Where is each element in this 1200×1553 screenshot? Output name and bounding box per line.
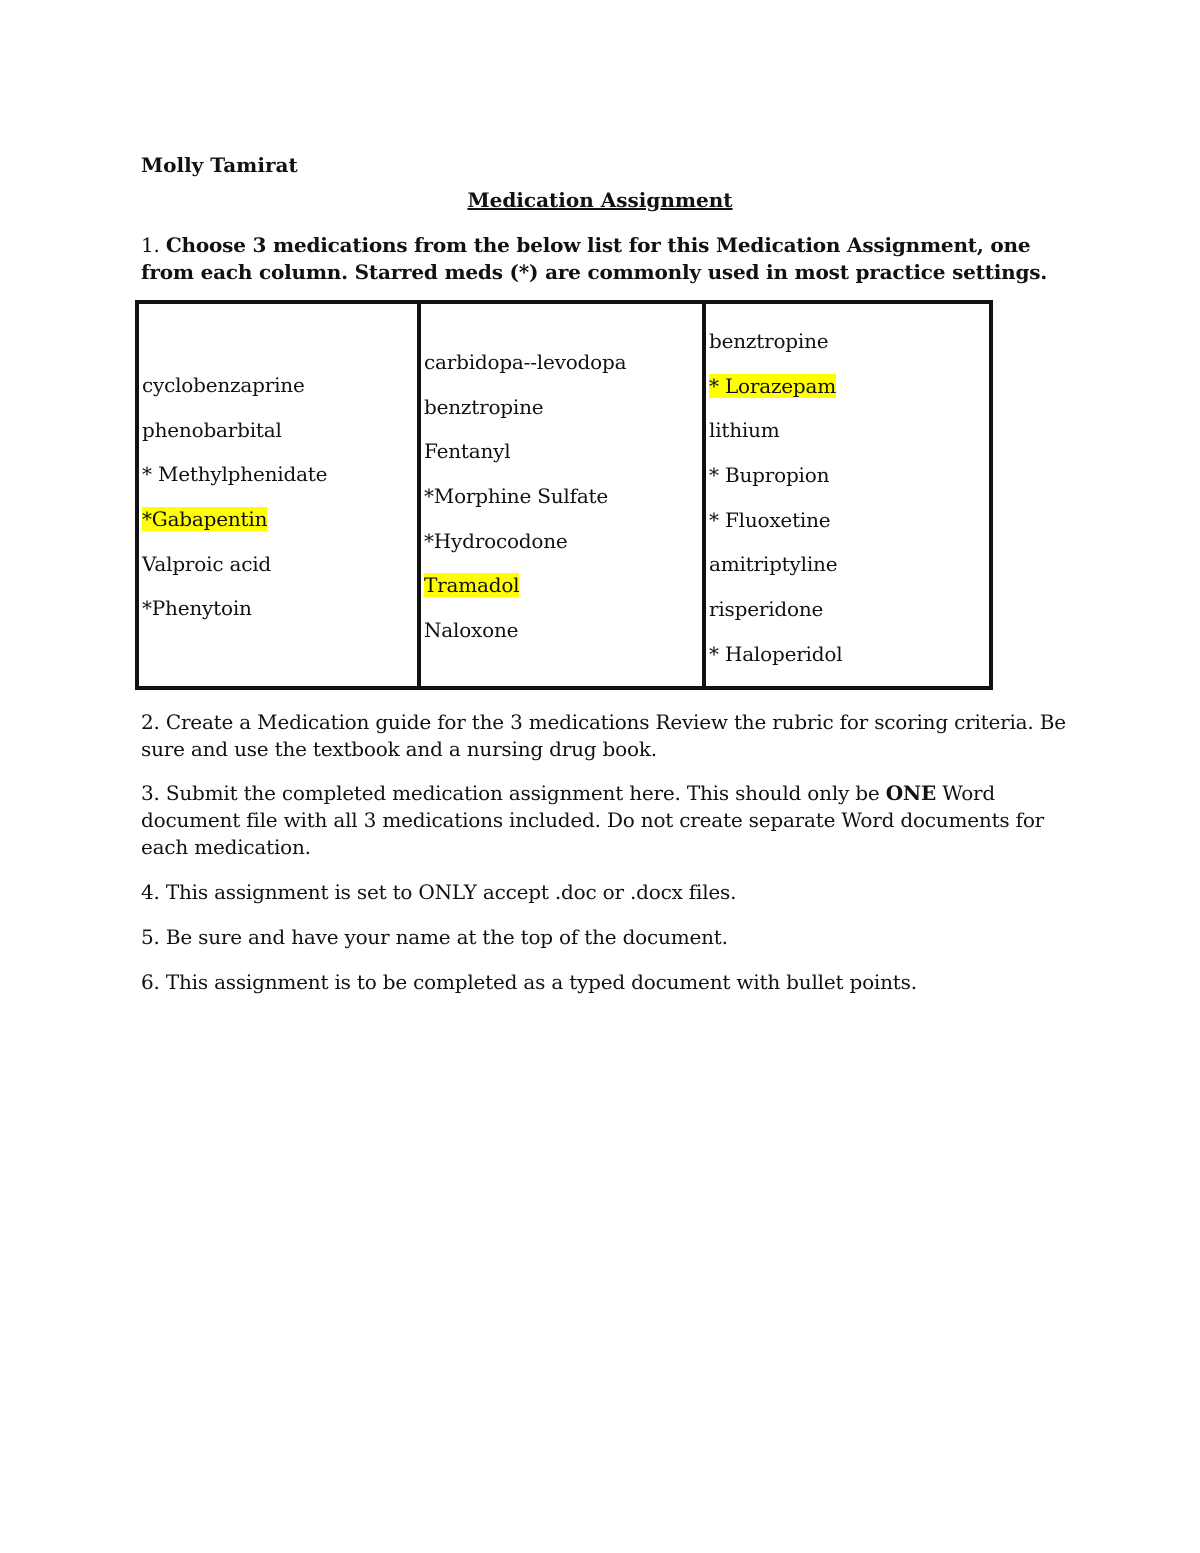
medication-name: * Lorazepam bbox=[709, 373, 837, 398]
author-name: Molly Tamirat bbox=[141, 153, 298, 177]
instruction-1 bbox=[141, 232, 1071, 286]
medication-column-1 bbox=[139, 304, 421, 686]
medication-name: * Bupropion bbox=[709, 463, 830, 488]
medication-item bbox=[424, 618, 698, 642]
instruction-1-number: 1. bbox=[141, 233, 166, 257]
medication-item bbox=[142, 418, 413, 442]
medication-item bbox=[142, 507, 413, 531]
medication-item bbox=[142, 596, 413, 620]
medication-name: risperidone bbox=[709, 597, 824, 622]
instruction-3 bbox=[141, 780, 1071, 861]
medication-name: * Haloperidol bbox=[709, 641, 843, 666]
medication-name: * Fluoxetine bbox=[709, 507, 831, 532]
instruction-6: 6. This assignment is to be completed as a typed document with bullet points. bbox=[141, 970, 917, 994]
medication-item bbox=[709, 597, 985, 621]
medication-item bbox=[424, 439, 698, 463]
medication-item bbox=[709, 329, 985, 353]
medication-list-2 bbox=[424, 350, 698, 663]
medication-column-2 bbox=[421, 304, 706, 686]
medication-item bbox=[709, 374, 985, 398]
instruction-1-text: Choose 3 medications from the below list for this Medication Assignment, one from each column. Starred meds (*) are commonly used in most practice settings. bbox=[141, 233, 1048, 284]
medication-name: lithium bbox=[709, 418, 780, 443]
medication-name: *Hydrocodone bbox=[424, 528, 568, 553]
instruction-3-after: Word document file with all 3 medications included. Do not create separate Word documents for each medication. bbox=[141, 781, 1045, 859]
medication-item bbox=[709, 508, 985, 532]
instruction-2: 2. Create a Medication guide for the 3 medications Review the rubric for scoring criteria. Be sure and use the textbook and a nursing drug book. bbox=[141, 710, 1066, 761]
instruction-4: 4. This assignment is set to ONLY accept .doc or .docx files. bbox=[141, 880, 737, 904]
medication-item bbox=[709, 642, 985, 666]
instruction-3-before: 3. Submit the completed medication assignment here. This should only be bbox=[141, 781, 886, 805]
medication-item bbox=[142, 462, 413, 486]
medication-list-3 bbox=[709, 329, 985, 687]
medication-name: benztropine bbox=[709, 329, 829, 353]
medication-name: Valproic acid bbox=[142, 551, 272, 576]
medication-item bbox=[424, 484, 698, 508]
medication-list-1 bbox=[142, 373, 413, 641]
medication-name: phenobarbital bbox=[142, 417, 282, 442]
medication-name: *Gabapentin bbox=[142, 507, 268, 532]
medication-name: *Morphine Sulfate bbox=[424, 484, 609, 509]
medication-name: *Phenytoin bbox=[142, 596, 252, 621]
medication-table bbox=[135, 300, 993, 690]
medication-name: * Methylphenidate bbox=[142, 462, 328, 487]
medication-item bbox=[709, 418, 985, 442]
medication-name: Fentanyl bbox=[424, 439, 511, 464]
medication-column-3 bbox=[706, 304, 989, 686]
medication-name: amitriptyline bbox=[709, 552, 838, 577]
medication-item bbox=[709, 552, 985, 576]
medication-item bbox=[142, 552, 413, 576]
instruction-3-emphasis: ONE bbox=[885, 781, 937, 805]
medication-name: cyclobenzaprine bbox=[142, 373, 305, 397]
medication-item bbox=[424, 395, 698, 419]
medication-name: carbidopa--levodopa bbox=[424, 350, 627, 374]
medication-name: benztropine bbox=[424, 394, 544, 419]
medication-name: Tramadol bbox=[424, 573, 520, 598]
medication-item bbox=[424, 350, 698, 374]
medication-name: Naloxone bbox=[424, 618, 519, 643]
instruction-5: 5. Be sure and have your name at the top of the document. bbox=[141, 925, 728, 949]
medication-item bbox=[424, 529, 698, 553]
medication-item bbox=[424, 573, 698, 597]
document-title: Medication Assignment bbox=[467, 188, 733, 212]
medication-item bbox=[142, 373, 413, 397]
medication-item bbox=[709, 463, 985, 487]
